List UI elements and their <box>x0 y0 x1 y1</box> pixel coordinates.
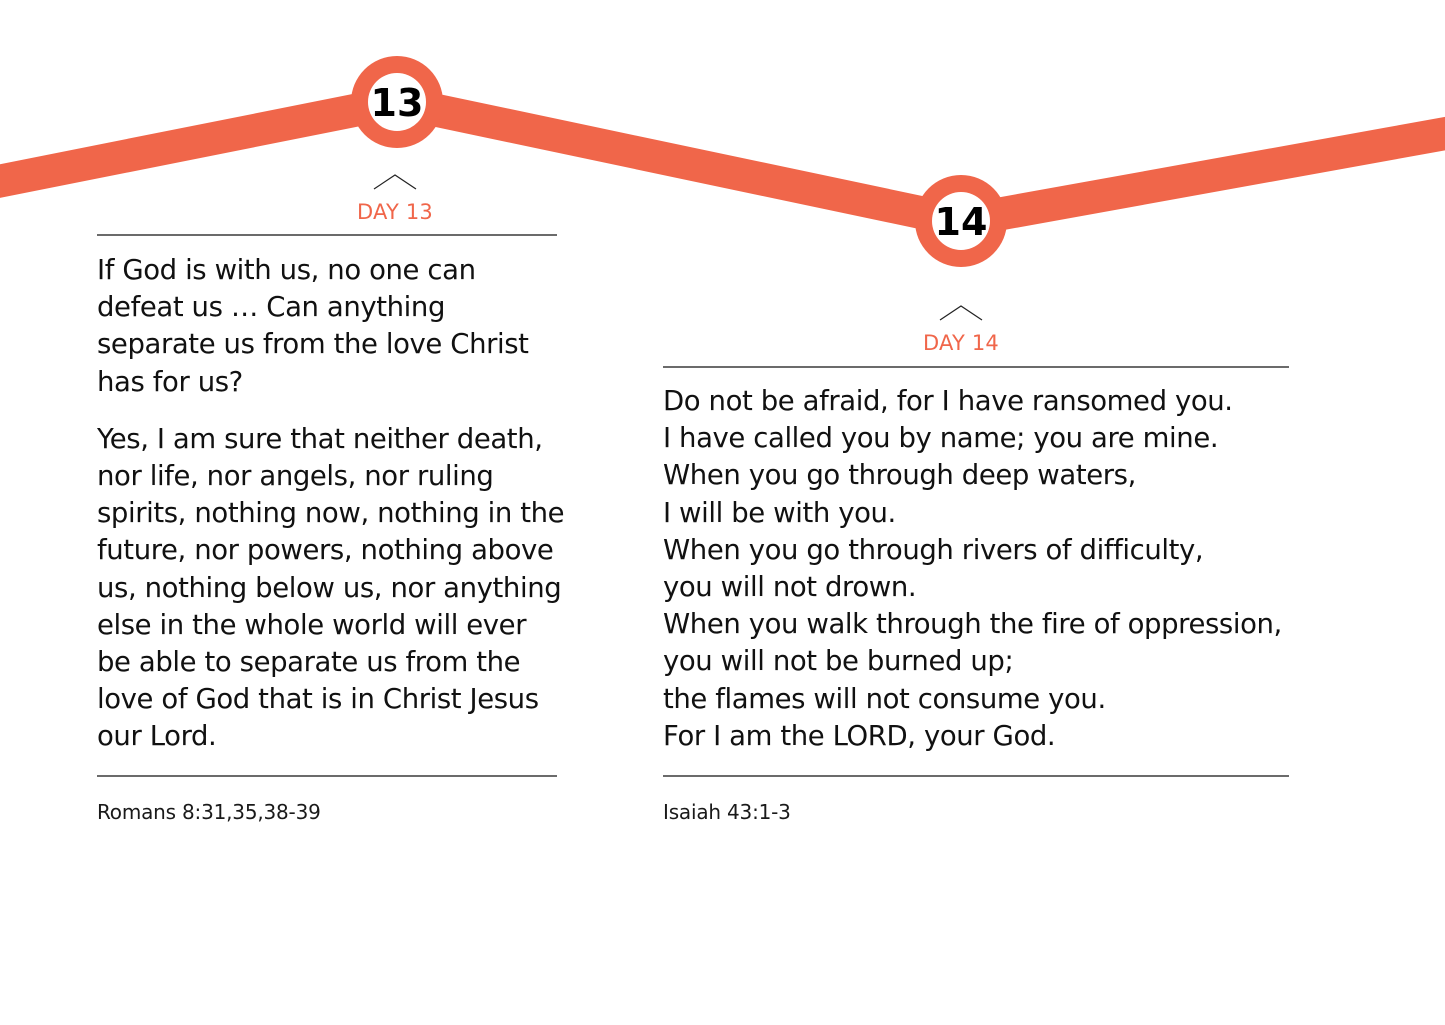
day-number-13: 13 <box>370 81 424 125</box>
caret-up-icon <box>939 305 983 321</box>
verse-line: When you walk through the fire of oppression, <box>663 608 1282 641</box>
verse-line: For I am the LORD, your God. <box>663 719 1056 752</box>
verse-line: you will not be burned up; <box>663 645 1014 678</box>
verse-paragraph: If God is with us, no one can defeat us … Can anything separate us from the love Christ has for us? <box>97 254 529 398</box>
divider <box>97 234 557 236</box>
scripture-reference: Romans 8:31,35,38-39 <box>97 800 321 824</box>
verse-text <box>663 383 1303 755</box>
day-number-14: 14 <box>934 200 988 244</box>
timeline-path <box>0 102 1445 221</box>
divider <box>97 775 557 777</box>
day-marker-13 <box>351 56 443 148</box>
verse-line: I have called you by name; you are mine. <box>663 422 1219 455</box>
verse-line: the flames will not consume you. <box>663 682 1106 715</box>
day-label: DAY 14 <box>923 331 999 355</box>
verse-line: When you go through deep waters, <box>663 459 1136 492</box>
caret-up-icon <box>373 174 417 190</box>
verse-line: When you go through rivers of difficulty, <box>663 533 1204 566</box>
verse-text <box>97 252 567 756</box>
verse-paragraph: Yes, I am sure that neither death, nor life, nor angels, nor ruling spirits, nothing now, nothing in the future, nor powers, nothing above us, nothing below us, nor anything else in the whole world will ever be able to separate us from the love of God that is in Christ Jesus our Lord. <box>97 422 565 753</box>
day-label: DAY 13 <box>357 200 433 224</box>
verse-line: Do not be afraid, for I have ransomed you. <box>663 385 1233 417</box>
day-marker-14 <box>915 175 1007 267</box>
verse-line: you will not drown. <box>663 571 917 604</box>
scripture-reference: Isaiah 43:1-3 <box>663 800 791 824</box>
divider <box>663 366 1289 368</box>
verse-line: I will be with you. <box>663 496 896 529</box>
divider <box>663 775 1289 777</box>
